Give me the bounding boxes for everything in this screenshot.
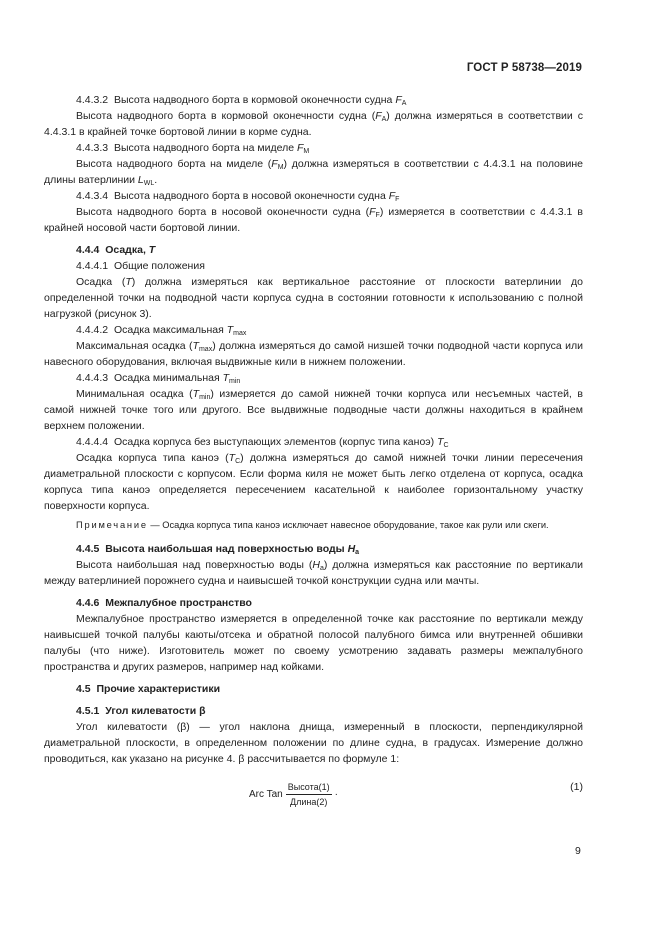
heading-444: 4.4.4 Осадка, T <box>76 244 156 256</box>
heading-446: 4.4.6 Межпалубное пространство <box>76 597 252 609</box>
heading-4444: 4.4.4.4 Осадка корпуса без выступающих элементов (корпус типа каноэ) $T_C$ <box>76 436 449 449</box>
paragraph-451: Угол килеватости (β) — угол наклона днища, измеренный в плоскости, перпендикулярной диаметральной плоскости, в определенном положении по длине судна, в градусах. Измерение должно проводиться, как указано на рисунке 4. β рассчитывается по формуле 1: <box>44 721 583 765</box>
formula-denominator: Длина(2) <box>290 797 328 807</box>
heading-4441: 4.4.4.1 Общие положения <box>76 260 205 272</box>
paragraph-4444: Осадка корпуса типа каноэ $(T_C)$ должна измеряться до самой нижней точки линии пересечения диаметральной плоскости с корпусом. Если форма киля не может быть легко отделена от корпуса, осадка корпуса типа каноэ определяется пересечением касательной к наиболее горизонтальному участку поверхности корпуса. <box>44 452 583 512</box>
paragraph-4434: Высота надводного борта в носовой оконечности судна $(F_F)$ измеряется в соответствии с 4.4.3.1 в крайней носовой части бортовой линии. <box>44 206 583 234</box>
page-content <box>44 92 583 815</box>
paragraph-4433: Высота надводного борта на миделе $(F_M)$ должна измеряться в соответствии с 4.4.3.1 на половине длины ватерлинии $L_{WL}$. <box>44 158 583 187</box>
formula-numerator: Высота(1) <box>286 781 332 795</box>
heading-45: 4.5 Прочие характеристики <box>76 683 221 695</box>
heading-451: 4.5.1 Угол килеватости β <box>76 705 206 717</box>
note-label: Примечание <box>76 520 148 530</box>
heading-4442: 4.4.4.2 Осадка максимальная $T_{max}$ <box>76 324 247 337</box>
paragraph-4441: Осадка (T) должна измеряться как вертикальное расстояние от плоскости ватерлинии до определенной точки на подводной части корпуса судна в состоянии готовности к использованию с полной нагрузкой (рисунок 3). <box>44 276 583 320</box>
heading-4432: 4.4.3.2 Высота надводного борта в кормовой оконечности судна $F_A$ <box>76 94 407 107</box>
heading-445: 4.4.5 Высота наибольшая над поверхностью воды $H_a$ <box>76 543 360 556</box>
heading-4443: 4.4.4.3 Осадка минимальная $T_{min}$ <box>76 372 241 385</box>
equation-number: (1) <box>570 781 583 793</box>
paragraph-445: Высота наибольшая над поверхностью воды $(H_a)$ должна измеряться как расстояние по вертикали между ватерлинией порожнего судна и наивысшей точкой конструкции судна или мачты. <box>44 559 583 587</box>
heading-4434: 4.4.3.4 Высота надводного борта в носовой оконечности судна $F_F$ <box>76 190 400 203</box>
formula-dot: · <box>334 788 338 800</box>
formula-1 <box>44 777 583 815</box>
paragraph-4442: Максимальная осадка $(T_{max})$ должна измеряться до самой низшей точки подводной части корпуса или навесного оборудования, включая выдвижные кили в нижнем положении. <box>44 340 583 368</box>
document-header: ГОСТ Р 58738—2019 <box>466 62 582 74</box>
page-number: 9 <box>575 845 581 857</box>
heading-4433: 4.4.3.3 Высота надводного борта на миделе $F_M$ <box>76 142 310 155</box>
note: Примечание — Осадка корпуса типа каноэ исключает навесное оборудование, такое как рули или скеги. <box>76 520 549 530</box>
formula-fraction <box>286 781 332 808</box>
formula-expression <box>249 781 338 808</box>
formula-function: Arc Tan <box>249 788 283 800</box>
paragraph-4432: Высота надводного борта в кормовой оконечности судна $(F_A)$ должна измеряться в соответствии с 4.4.3.1 в крайней точке бортовой линии в корме судна. <box>44 110 583 138</box>
paragraph-4443: Минимальная осадка $(T_{min})$ измеряется до самой нижней точки корпуса или несъемных частей, в самой нижней точке того или другого. Все выдвижные подводные части должны находиться в крайнем верхнем положении. <box>44 388 584 432</box>
paragraph-446: Межпалубное пространство измеряется в определенной точке как расстояние по вертикали между наивысшей точкой палубы каюты/отсека и обратной полосой палубного бимса или внутренней обшивки палубы (что ниже). Изготовитель может по своему усмотрению задавать размеры межпалубного пространства и других размеров, например над койками. <box>44 613 583 673</box>
